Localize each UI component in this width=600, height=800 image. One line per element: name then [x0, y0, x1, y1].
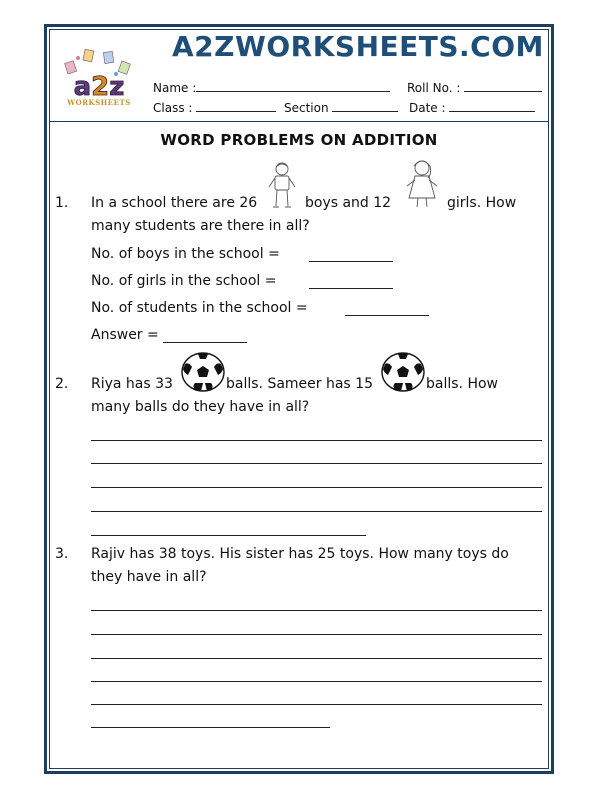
question-2-text-c: balls. How [426, 376, 498, 392]
name-field[interactable] [153, 80, 390, 95]
question-2-writing-line[interactable] [91, 535, 366, 536]
site-title: A2ZWORKSHEETS.COM [172, 30, 544, 63]
question-3-line-1: Rajiv has 38 toys. His sister has 25 toys. How many toys do [91, 546, 509, 562]
roll-field[interactable] [407, 80, 542, 95]
question-3-number: 3. [55, 546, 69, 562]
svg-text:a2z: a2z [73, 72, 125, 102]
question-3-line-2: they have in all? [91, 569, 207, 585]
question-2-writing-line[interactable] [91, 511, 542, 512]
section-field[interactable] [284, 100, 398, 115]
date-blank[interactable] [449, 100, 535, 112]
logo-graphic [60, 48, 138, 100]
students-answer-blank[interactable] [345, 315, 429, 316]
name-label: Name : [153, 81, 197, 95]
question-2-writing-line[interactable] [91, 463, 542, 464]
question-2-text-a: Riya has 33 [91, 376, 173, 392]
question-3-writing-line[interactable] [91, 681, 542, 682]
question-1-answer-blank[interactable] [163, 342, 247, 343]
question-1-boys-label: No. of boys in the school = [91, 246, 280, 262]
soccer-ball-icon [181, 352, 225, 392]
section-blank[interactable] [332, 100, 398, 112]
site-logo [60, 48, 138, 108]
question-1-students-label: No. of students in the school = [91, 300, 308, 316]
question-3-writing-line[interactable] [91, 658, 542, 659]
girls-answer-blank[interactable] [309, 288, 393, 289]
question-3-writing-line[interactable] [91, 704, 542, 705]
boys-answer-blank[interactable] [309, 261, 393, 262]
question-1-girls-label: No. of girls in the school = [91, 273, 277, 289]
question-1-text-c: girls. How [447, 195, 517, 211]
question-1-text-b: boys and 12 [305, 195, 392, 211]
class-blank[interactable] [196, 100, 276, 112]
question-1-line-2: many students are there in all? [91, 218, 310, 234]
question-3-writing-line[interactable] [91, 727, 330, 728]
logo-wordmark: WORKSHEETS [67, 98, 131, 107]
class-field[interactable] [153, 100, 276, 115]
section-label: Section [284, 101, 329, 115]
question-1-number: 1. [55, 195, 69, 211]
question-3-writing-line[interactable] [91, 610, 542, 611]
question-2-writing-line[interactable] [91, 487, 542, 488]
roll-blank[interactable] [464, 80, 542, 92]
name-blank[interactable] [196, 80, 390, 92]
class-label: Class : [153, 101, 193, 115]
question-1-answer-label: Answer = [91, 327, 159, 343]
question-2-text-b: balls. Sameer has 15 [226, 376, 373, 392]
question-2-number: 2. [55, 376, 69, 392]
header-divider [49, 121, 549, 122]
roll-label: Roll No. : [407, 81, 461, 95]
boy-icon [262, 160, 302, 210]
question-2-line-2: many balls do they have in all? [91, 399, 310, 415]
date-field[interactable] [409, 100, 535, 115]
question-3-writing-line[interactable] [91, 634, 542, 635]
question-1-text-a: In a school there are 26 [91, 195, 258, 211]
worksheet-title: WORD PROBLEMS ON ADDITION [160, 131, 438, 149]
girl-icon [400, 158, 446, 210]
date-label: Date : [409, 101, 446, 115]
question-2-writing-line[interactable] [91, 440, 542, 441]
soccer-ball-icon [381, 352, 425, 392]
